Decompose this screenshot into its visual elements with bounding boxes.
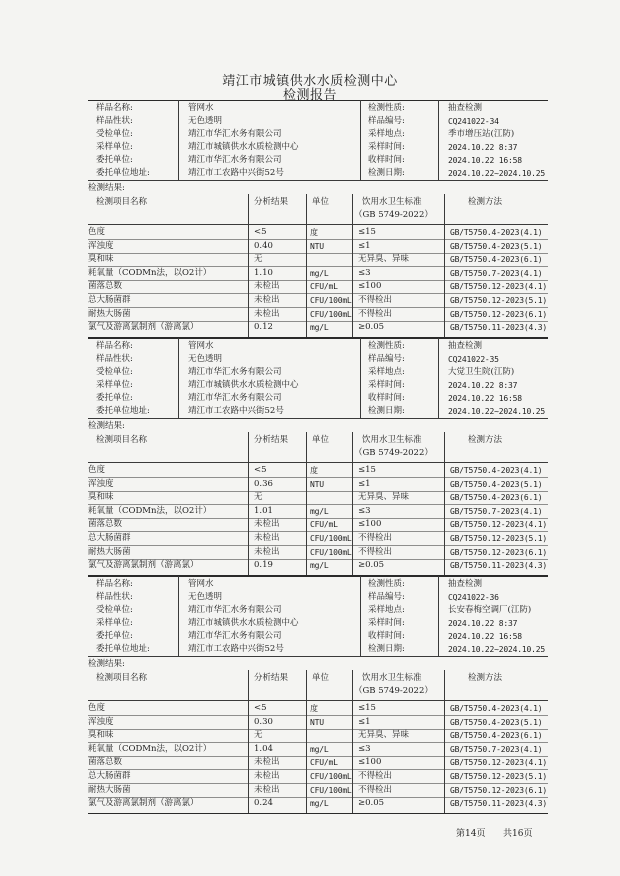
cell-item: 臭和味 <box>88 492 114 503</box>
info-value: 靖江市城镇供水水质检测中心 <box>188 142 299 152</box>
cell-item: 耐热大肠菌 <box>88 308 131 319</box>
cell-method: GB/T5750.4-2023(6.1) <box>450 255 543 265</box>
cell-unit: mg/L <box>310 561 329 571</box>
cell-method: GB/T5750.4-2023(4.1) <box>450 228 543 237</box>
grid-vline <box>306 432 307 575</box>
info-value: 靖江市华汇水务有限公司 <box>188 631 282 641</box>
cell-item: 臭和味 <box>88 730 114 741</box>
info-label: 检测性质: <box>368 103 405 113</box>
info-value: CQ241022-35 <box>448 355 499 364</box>
results-heading: 检测结果: <box>88 659 125 669</box>
info-value: 靖江市华汇水务有限公司 <box>188 367 282 377</box>
info-label: 收样时间: <box>368 631 405 641</box>
info-value: 靖江市工农路中兴街52号 <box>188 406 284 416</box>
cell-item: 耐热大肠菌 <box>88 546 131 557</box>
cell-standard: ≤3 <box>358 267 371 278</box>
info-bottom-rule <box>88 656 548 657</box>
info-value: 长安春梅空调厂(江防) <box>448 605 532 615</box>
info-label: 受检单位: <box>96 605 133 615</box>
section-top-rule <box>88 338 548 339</box>
cell-unit: CFU/100mL <box>310 296 352 305</box>
info-value: 靖江市华汇水务有限公司 <box>188 129 282 139</box>
info-value: 2024.10.22~2024.10.25 <box>448 645 545 654</box>
info-value: 抽查检测 <box>448 579 483 589</box>
cell-result: 0.19 <box>254 560 273 571</box>
info-label: 检测日期: <box>368 406 405 416</box>
info-value: 靖江市工农路中兴街52号 <box>188 168 284 178</box>
results-heading: 检测结果: <box>88 421 125 431</box>
col-unit-header: 单位 <box>312 197 330 207</box>
result-row <box>88 784 548 797</box>
cell-unit: CFU/100mL <box>310 547 352 557</box>
info-label: 检测性质: <box>368 579 405 589</box>
cell-unit: 度 <box>310 466 318 475</box>
cell-method: GB/T5750.12-2023(4.1) <box>450 282 547 292</box>
cell-result: <5 <box>254 465 267 475</box>
cell-unit: CFU/100mL <box>310 772 352 781</box>
cell-standard: ≤100 <box>358 519 382 530</box>
result-row <box>88 702 548 715</box>
info-label: 收样时间: <box>368 155 405 165</box>
cell-standard: ≤1 <box>358 478 371 489</box>
info-label: 采样地点: <box>368 129 405 139</box>
cell-unit: CFU/mL <box>310 282 338 292</box>
grid-vline <box>444 432 445 575</box>
info-label: 受检单位: <box>96 367 133 377</box>
col-unit-header: 单位 <box>312 673 330 683</box>
sample-section <box>88 338 548 586</box>
col-method-header: 检测方法 <box>468 673 503 683</box>
grid-vline <box>248 432 249 575</box>
result-row <box>88 226 548 239</box>
info-row <box>88 392 548 405</box>
info-value: 2024.10.22 16:58 <box>448 632 522 641</box>
cell-standard: 不得检出 <box>358 771 393 781</box>
grid-vline <box>248 670 249 813</box>
info-value: 大觉卫生院(江防) <box>448 367 515 377</box>
result-row <box>88 253 548 266</box>
cell-result: 未检出 <box>254 519 280 530</box>
cell-unit: mg/L <box>310 506 329 516</box>
cell-unit: CFU/100mL <box>310 309 352 319</box>
cell-standard: 无异臭、异味 <box>358 254 410 265</box>
grid-vline <box>306 670 307 813</box>
cell-method: GB/T5750.12-2023(5.1) <box>450 772 547 781</box>
sample-section <box>88 100 548 348</box>
cell-method: GB/T5750.12-2023(5.1) <box>450 296 547 305</box>
info-label: 采样单位: <box>96 380 133 390</box>
cell-result: 未检出 <box>254 546 280 557</box>
info-row <box>88 353 548 366</box>
info-value: CQ241022-34 <box>448 117 499 126</box>
info-label: 委托单位地址: <box>96 406 150 416</box>
info-row <box>88 115 548 128</box>
info-label: 采样时间: <box>368 142 405 152</box>
info-label: 样品性状: <box>96 116 133 126</box>
col-standard-subheader: （GB 5749-2022） <box>354 210 433 220</box>
cell-result: 1.10 <box>254 267 273 278</box>
cell-standard: 不得检出 <box>358 533 393 543</box>
result-row <box>88 464 548 477</box>
cell-result: 未检出 <box>254 771 280 781</box>
cell-unit: mg/L <box>310 323 329 333</box>
result-row <box>88 294 548 307</box>
columns-bottom-rule <box>88 224 548 225</box>
result-row <box>88 478 548 491</box>
grid-vline <box>352 432 353 575</box>
info-row <box>88 366 548 379</box>
grid-vline <box>360 576 361 656</box>
cell-item: 耗氧量（CODMn法，以O2计） <box>88 505 212 516</box>
cell-item: 浑浊度 <box>88 716 114 727</box>
cell-standard: 不得检出 <box>358 784 393 795</box>
cell-unit: mg/L <box>310 744 329 754</box>
cell-item: 色度 <box>88 465 106 475</box>
cell-result: 0.30 <box>254 716 273 727</box>
cell-item: 臭和味 <box>88 254 114 265</box>
sample-section <box>88 576 548 824</box>
report-subtitle: 检测报告 <box>282 88 337 103</box>
cell-standard: ≤15 <box>358 227 376 237</box>
grid-vline <box>438 576 439 656</box>
result-row <box>88 716 548 729</box>
result-row <box>88 505 548 518</box>
info-row <box>88 102 548 115</box>
grid-vline <box>178 576 179 656</box>
info-value: 抽查检测 <box>448 103 483 113</box>
cell-result: 0.36 <box>254 478 273 489</box>
info-row <box>88 405 548 418</box>
info-value: 2024.10.22~2024.10.25 <box>448 407 545 416</box>
cell-standard: ≥0.05 <box>358 322 385 333</box>
cell-method: GB/T5750.4-2023(4.1) <box>450 704 543 713</box>
col-standard-subheader: （GB 5749-2022） <box>354 686 433 696</box>
info-row <box>88 630 548 643</box>
info-row <box>88 167 548 180</box>
result-row <box>88 797 548 810</box>
cell-unit: 度 <box>310 228 318 237</box>
cell-unit: mg/L <box>310 268 329 278</box>
page-number: 第14页 <box>456 829 486 839</box>
result-row <box>88 280 548 293</box>
result-row <box>88 518 548 531</box>
cell-standard: ≥0.05 <box>358 560 385 571</box>
cell-standard: 无异臭、异味 <box>358 730 410 741</box>
cell-result: 0.24 <box>254 798 273 809</box>
grid-vline <box>352 194 353 337</box>
grid-vline <box>248 194 249 337</box>
cell-result: 0.40 <box>254 240 273 251</box>
col-item-header: 检测项目名称 <box>96 197 148 207</box>
info-value: 2024.10.22 16:58 <box>448 394 522 403</box>
info-label: 采样时间: <box>368 618 405 628</box>
info-label: 采样地点: <box>368 605 405 615</box>
cell-standard: ≤15 <box>358 703 376 713</box>
info-value: 管网水 <box>188 103 214 113</box>
grid-vline <box>360 338 361 418</box>
info-row <box>88 379 548 392</box>
info-value: CQ241022-36 <box>448 593 499 602</box>
col-standard-header: 饮用水卫生标准 <box>362 435 422 445</box>
cell-result: 未检出 <box>254 295 280 305</box>
col-item-header: 检测项目名称 <box>96 435 148 445</box>
cell-result: 1.04 <box>254 743 273 754</box>
result-row <box>88 308 548 321</box>
cell-item: 浑浊度 <box>88 478 114 489</box>
info-row <box>88 578 548 591</box>
cell-method: GB/T5750.4-2023(6.1) <box>450 493 543 503</box>
grid-vline <box>438 100 439 180</box>
section-top-rule <box>88 576 548 577</box>
col-standard-header: 饮用水卫生标准 <box>362 673 422 683</box>
info-row <box>88 591 548 604</box>
info-label: 检测日期: <box>368 644 405 654</box>
info-label: 委托单位地址: <box>96 168 150 178</box>
col-standard-subheader: （GB 5749-2022） <box>354 448 433 458</box>
info-label: 样品编号: <box>368 116 405 126</box>
result-row <box>88 756 548 769</box>
cell-item: 耗氧量（CODMn法，以O2计） <box>88 267 212 278</box>
cell-standard: ≤1 <box>358 716 371 727</box>
info-value: 靖江市华汇水务有限公司 <box>188 605 282 615</box>
info-value: 2024.10.22 16:58 <box>448 156 522 165</box>
cell-method: GB/T5750.12-2023(5.1) <box>450 534 547 543</box>
cell-standard: 不得检出 <box>358 546 393 557</box>
col-unit-header: 单位 <box>312 435 330 445</box>
grid-vline <box>178 338 179 418</box>
report-title: 靖江市城镇供水水质检测中心 <box>222 74 398 89</box>
cell-unit: NTU <box>310 717 324 727</box>
col-item-header: 检测项目名称 <box>96 673 148 683</box>
cell-item: 总大肠菌群 <box>88 533 131 543</box>
cell-standard: ≤3 <box>358 505 371 516</box>
info-row <box>88 128 548 141</box>
info-value: 2024.10.22 8:37 <box>448 619 518 628</box>
info-value: 2024.10.22~2024.10.25 <box>448 169 545 178</box>
result-row <box>88 770 548 783</box>
cell-standard: ≤3 <box>358 743 371 754</box>
info-row <box>88 154 548 167</box>
cell-standard: 不得检出 <box>358 295 393 305</box>
section-top-rule <box>88 100 548 101</box>
cell-method: GB/T5750.4-2023(5.1) <box>450 241 543 251</box>
cell-result: <5 <box>254 703 267 713</box>
info-label: 委托单位: <box>96 393 133 403</box>
cell-unit: 度 <box>310 704 318 713</box>
cell-method: GB/T5750.12-2023(4.1) <box>450 520 547 530</box>
cell-item: 氯气及游离氯制剂（游离氯） <box>88 322 199 333</box>
cell-unit: CFU/100mL <box>310 785 352 795</box>
result-row <box>88 729 548 742</box>
grid-vline <box>438 338 439 418</box>
info-bottom-rule <box>88 418 548 419</box>
cell-item: 色度 <box>88 227 106 237</box>
info-value: 无色透明 <box>188 116 223 126</box>
columns-bottom-rule <box>88 462 548 463</box>
col-result-header: 分析结果 <box>254 673 289 683</box>
info-row <box>88 643 548 656</box>
cell-result: <5 <box>254 227 267 237</box>
info-value: 无色透明 <box>188 354 223 364</box>
cell-result: 未检出 <box>254 308 280 319</box>
info-row <box>88 604 548 617</box>
info-label: 采样单位: <box>96 618 133 628</box>
info-label: 样品名称: <box>96 341 133 351</box>
info-row <box>88 340 548 353</box>
cell-standard: 无异臭、异味 <box>358 492 410 503</box>
page-total: 共16页 <box>503 829 533 839</box>
cell-method: GB/T5750.11-2023(4.3) <box>450 799 547 809</box>
columns-bottom-rule <box>88 700 548 701</box>
result-row <box>88 321 548 334</box>
cell-result: 未检出 <box>254 784 280 795</box>
cell-result: 未检出 <box>254 757 280 768</box>
cell-standard: 不得检出 <box>358 308 393 319</box>
col-standard-header: 饮用水卫生标准 <box>362 197 422 207</box>
info-label: 受检单位: <box>96 129 133 139</box>
cell-method: GB/T5750.7-2023(4.1) <box>450 268 543 278</box>
cell-result: 无 <box>254 730 263 741</box>
cell-item: 耐热大肠菌 <box>88 784 131 795</box>
info-label: 采样时间: <box>368 380 405 390</box>
cell-unit: NTU <box>310 479 324 489</box>
info-value: 靖江市工农路中兴街52号 <box>188 644 284 654</box>
cell-method: GB/T5750.12-2023(4.1) <box>450 758 547 768</box>
cell-item: 氯气及游离氯制剂（游离氯） <box>88 798 199 809</box>
info-label: 检测性质: <box>368 341 405 351</box>
cell-result: 未检出 <box>254 533 280 543</box>
cell-standard: ≥0.05 <box>358 798 385 809</box>
result-row <box>88 559 548 572</box>
info-label: 委托单位地址: <box>96 644 150 654</box>
info-value: 靖江市城镇供水水质检测中心 <box>188 380 299 390</box>
result-row <box>88 546 548 559</box>
grid-vline <box>360 100 361 180</box>
info-label: 样品性状: <box>96 354 133 364</box>
info-label: 样品性状: <box>96 592 133 602</box>
cell-unit: CFU/100mL <box>310 534 352 543</box>
info-value: 管网水 <box>188 341 214 351</box>
col-result-header: 分析结果 <box>254 435 289 445</box>
info-value: 抽查检测 <box>448 341 483 351</box>
grid-vline <box>444 670 445 813</box>
info-value: 靖江市华汇水务有限公司 <box>188 155 282 165</box>
cell-method: GB/T5750.4-2023(4.1) <box>450 466 543 475</box>
cell-item: 氯气及游离氯制剂（游离氯） <box>88 560 199 571</box>
cell-method: GB/T5750.11-2023(4.3) <box>450 323 547 333</box>
result-row <box>88 267 548 280</box>
cell-result: 无 <box>254 254 263 265</box>
section-bottom-rule <box>88 813 548 814</box>
cell-item: 菌落总数 <box>88 757 123 768</box>
grid-vline <box>444 194 445 337</box>
result-row <box>88 743 548 756</box>
cell-method: GB/T5750.11-2023(4.3) <box>450 561 547 571</box>
cell-item: 菌落总数 <box>88 281 123 292</box>
cell-result: 0.12 <box>254 322 273 333</box>
info-label: 样品名称: <box>96 579 133 589</box>
result-row <box>88 532 548 545</box>
info-label: 样品编号: <box>368 592 405 602</box>
cell-method: GB/T5750.12-2023(6.1) <box>450 785 547 795</box>
info-label: 样品名称: <box>96 103 133 113</box>
cell-result: 1.01 <box>254 505 273 516</box>
cell-method: GB/T5750.7-2023(4.1) <box>450 506 543 516</box>
cell-unit: CFU/mL <box>310 520 338 530</box>
cell-item: 色度 <box>88 703 106 713</box>
info-value: 管网水 <box>188 579 214 589</box>
info-row <box>88 617 548 630</box>
info-label: 采样地点: <box>368 367 405 377</box>
cell-item: 总大肠菌群 <box>88 771 131 781</box>
cell-item: 菌落总数 <box>88 519 123 530</box>
col-method-header: 检测方法 <box>468 435 503 445</box>
info-value: 2024.10.22 8:37 <box>448 381 518 390</box>
cell-method: GB/T5750.7-2023(4.1) <box>450 744 543 754</box>
info-label: 委托单位: <box>96 155 133 165</box>
cell-unit: NTU <box>310 241 324 251</box>
cell-method: GB/T5750.4-2023(5.1) <box>450 717 543 727</box>
cell-item: 浑浊度 <box>88 240 114 251</box>
cell-method: GB/T5750.12-2023(6.1) <box>450 547 547 557</box>
info-label: 采样单位: <box>96 142 133 152</box>
cell-item: 总大肠菌群 <box>88 295 131 305</box>
cell-unit: mg/L <box>310 799 329 809</box>
cell-item: 耗氧量（CODMn法，以O2计） <box>88 743 212 754</box>
result-row <box>88 240 548 253</box>
grid-vline <box>178 100 179 180</box>
cell-unit: CFU/mL <box>310 758 338 768</box>
info-row <box>88 141 548 154</box>
cell-standard: ≤15 <box>358 465 376 475</box>
info-label: 收样时间: <box>368 393 405 403</box>
info-value: 无色透明 <box>188 592 223 602</box>
cell-result: 未检出 <box>254 281 280 292</box>
results-heading: 检测结果: <box>88 183 125 193</box>
info-label: 样品编号: <box>368 354 405 364</box>
info-bottom-rule <box>88 180 548 181</box>
cell-method: GB/T5750.4-2023(5.1) <box>450 479 543 489</box>
cell-result: 无 <box>254 492 263 503</box>
cell-standard: ≤100 <box>358 757 382 768</box>
info-value: 季市增压站(江防) <box>448 129 515 139</box>
cell-standard: ≤100 <box>358 281 382 292</box>
grid-vline <box>352 670 353 813</box>
cell-standard: ≤1 <box>358 240 371 251</box>
info-value: 靖江市华汇水务有限公司 <box>188 393 282 403</box>
info-value: 2024.10.22 8:37 <box>448 143 518 152</box>
col-method-header: 检测方法 <box>468 197 503 207</box>
grid-vline <box>306 194 307 337</box>
info-value: 靖江市城镇供水水质检测中心 <box>188 618 299 628</box>
col-result-header: 分析结果 <box>254 197 289 207</box>
cell-method: GB/T5750.12-2023(6.1) <box>450 309 547 319</box>
cell-method: GB/T5750.4-2023(6.1) <box>450 731 543 741</box>
result-row <box>88 491 548 504</box>
info-label: 委托单位: <box>96 631 133 641</box>
info-label: 检测日期: <box>368 168 405 178</box>
